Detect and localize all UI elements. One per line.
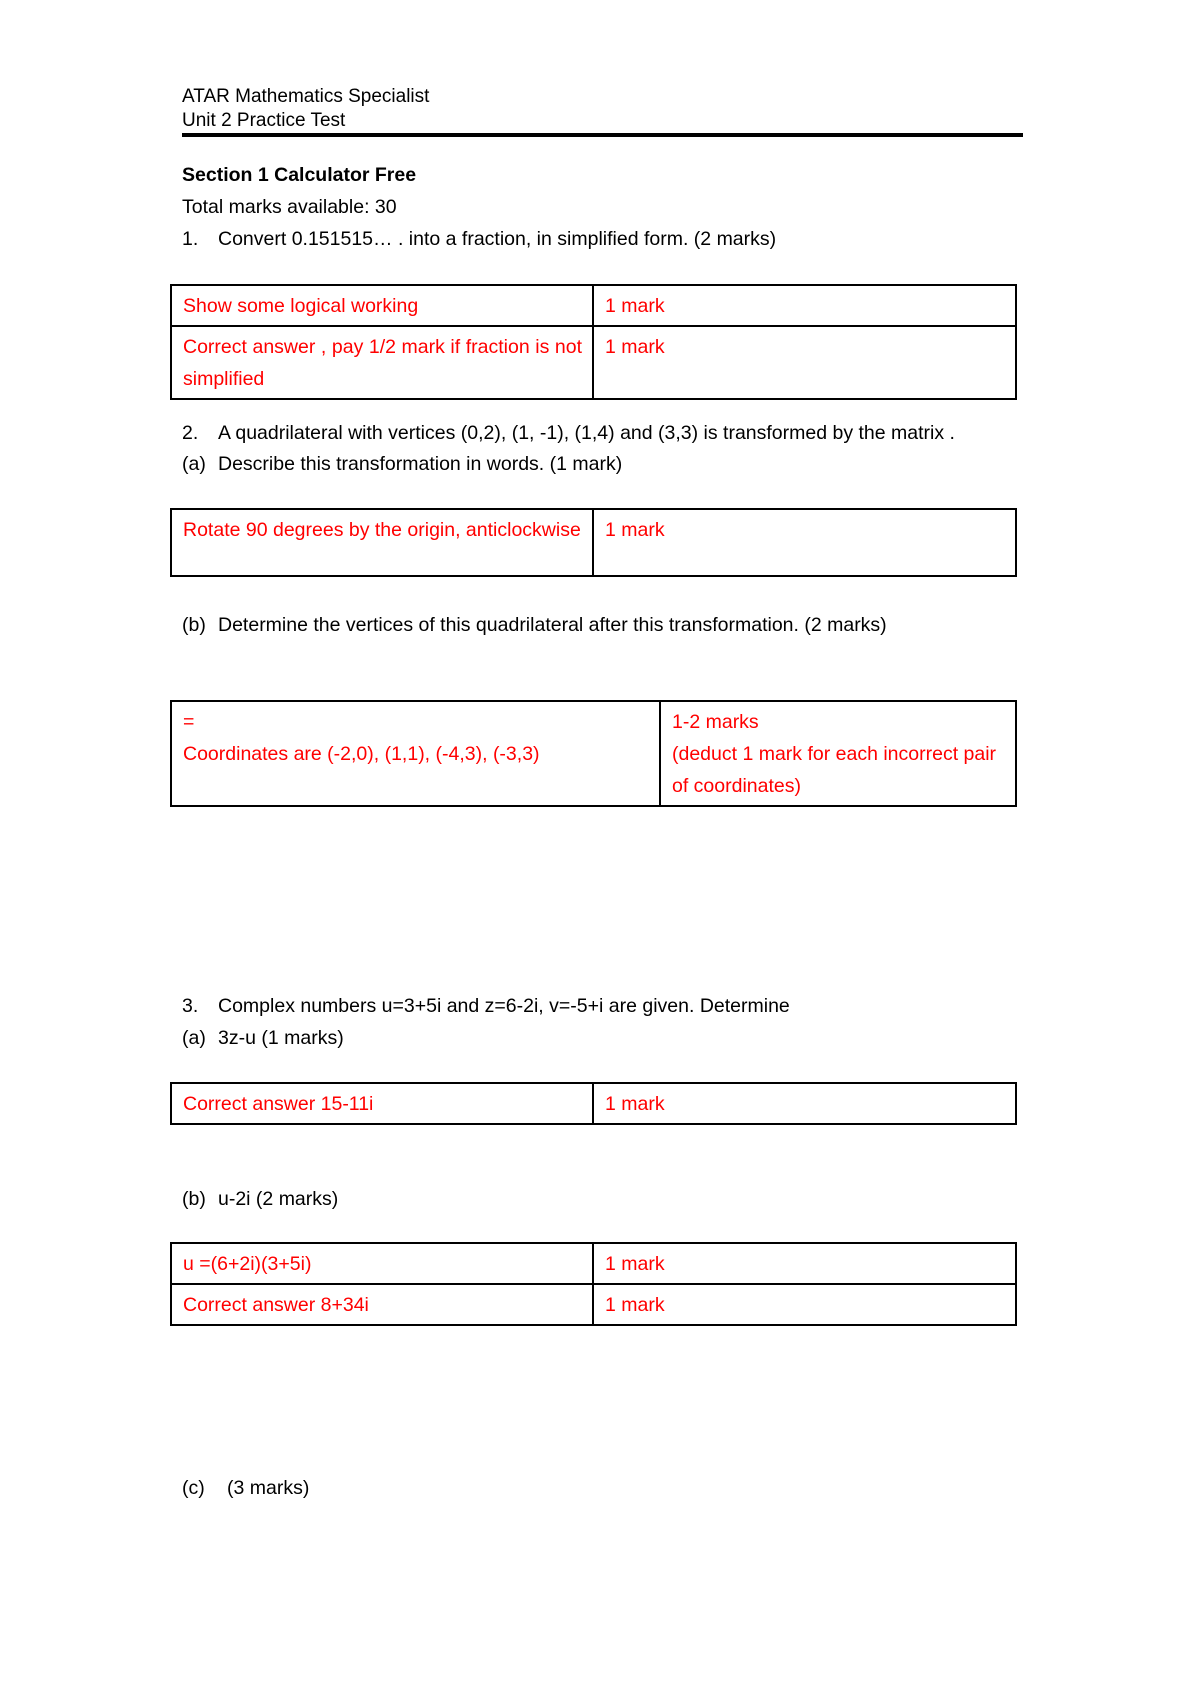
criterion-cell: Correct answer 8+34i [171, 1284, 593, 1325]
mark-range: 1-2 marks [672, 711, 759, 733]
table-row [171, 326, 1016, 399]
table-row [171, 1083, 1016, 1124]
question-number: 2. [182, 422, 199, 444]
question-2b [182, 614, 887, 637]
part-text: 3z-u (1 marks) [218, 1027, 344, 1049]
criterion-cell: Rotate 90 degrees by the origin, anticlockwise [171, 509, 593, 576]
table-row [171, 509, 1016, 576]
section-title: Section 1 Calculator Free [182, 164, 417, 186]
header-course-title: ATAR Mathematics Specialist [182, 86, 430, 107]
mark-cell: 1 mark [593, 509, 1016, 576]
part-label: (b) [182, 1188, 206, 1210]
question-1 [182, 228, 776, 251]
part-text: u-2i (2 marks) [218, 1188, 339, 1210]
question-2 [182, 422, 955, 445]
mark-cell [660, 701, 1016, 806]
coordinates-answer: Coordinates are (-2,0), (1,1), (-4,3), (-3,3) [183, 743, 540, 765]
q2a-marking-table [170, 508, 1017, 577]
criterion-cell: u =(6+2i)(3+5i) [171, 1243, 593, 1284]
q1-marking-table [170, 284, 1017, 400]
question-number: 3. [182, 995, 199, 1017]
q2b-marking-table [170, 700, 1017, 807]
table-row [171, 1284, 1016, 1325]
question-text: A quadrilateral with vertices (0,2), (1, -1), (1,4) and (3,3) is transformed by the matrix . [218, 422, 955, 444]
criterion-cell: Show some logical working [171, 285, 593, 326]
mark-cell: 1 mark [593, 326, 1016, 399]
part-label: (a) [182, 1027, 206, 1049]
question-text: Convert 0.151515… . into a fraction, in simplified form. (2 marks) [218, 228, 777, 250]
part-label: (a) [182, 453, 206, 475]
q3b-marking-table [170, 1242, 1017, 1326]
part-text: Describe this transformation in words. (1 mark) [218, 453, 623, 475]
total-marks: Total marks available: 30 [182, 196, 397, 218]
question-text: Complex numbers u=3+5i and z=6-2i, v=-5+i are given. Determine [218, 995, 790, 1017]
question-3c [182, 1477, 309, 1500]
mark-cell: 1 mark [593, 1243, 1016, 1284]
criterion-cell: Correct answer , pay 1/2 mark if fraction is not simplified [171, 326, 593, 399]
question-3 [182, 995, 790, 1018]
table-row [171, 701, 1016, 806]
question-3a [182, 1027, 344, 1050]
question-2a [182, 453, 622, 476]
question-3b [182, 1188, 338, 1211]
part-text: Determine the vertices of this quadrilateral after this transformation. (2 marks) [218, 614, 887, 636]
part-text: (3 marks) [227, 1477, 310, 1499]
criterion-cell [171, 701, 660, 806]
part-label: (b) [182, 614, 206, 636]
criterion-cell: Correct answer 15-11i [171, 1083, 593, 1124]
table-row [171, 285, 1016, 326]
header-divider [182, 133, 1023, 137]
mark-cell: 1 mark [593, 285, 1016, 326]
header-test-title: Unit 2 Practice Test [182, 110, 346, 131]
mark-note: (deduct 1 mark for each incorrect pair of coordinates) [672, 743, 997, 797]
mark-cell: 1 mark [593, 1083, 1016, 1124]
question-number: 1. [182, 228, 199, 250]
table-row [171, 1243, 1016, 1284]
mark-cell: 1 mark [593, 1284, 1016, 1325]
matrix-equation: = [183, 711, 195, 733]
q3a-marking-table [170, 1082, 1017, 1125]
part-label: (c) [182, 1477, 205, 1499]
